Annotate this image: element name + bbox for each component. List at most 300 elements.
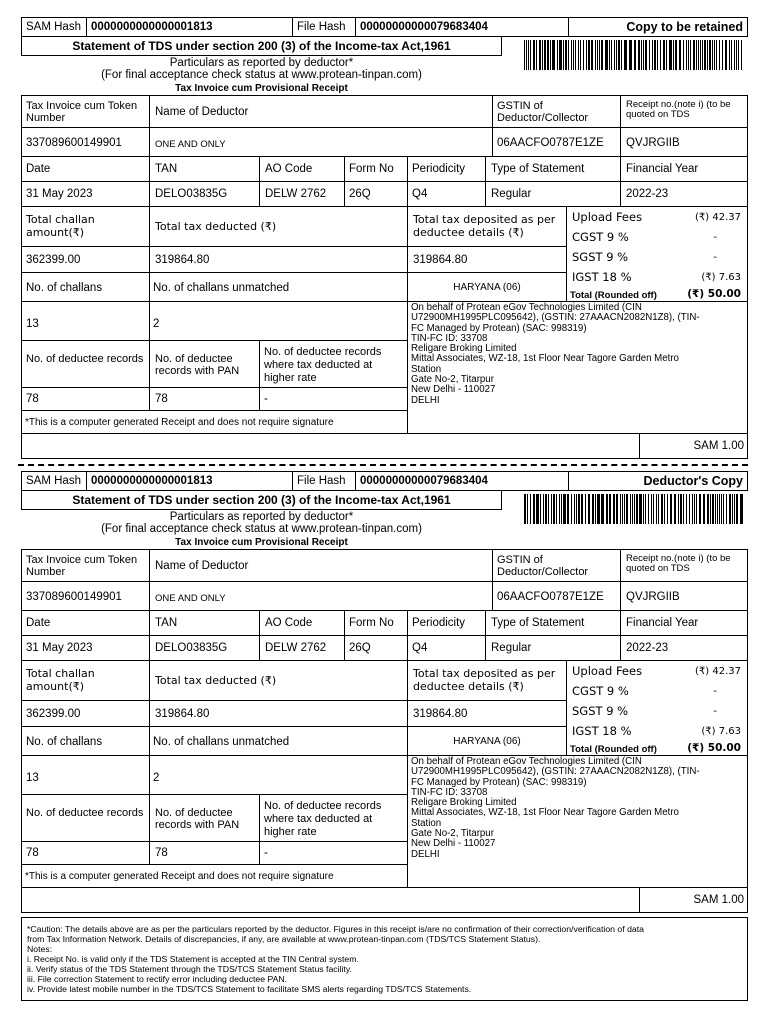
total-tax-label: Total tax deducted (₹) [155,220,277,233]
periodicity-value-cell [407,181,486,207]
deductor-name-value-cell [149,581,493,611]
form-no-label: Form No [349,617,394,629]
barcode-bar [595,494,596,524]
total-challan-label: Total challan amount(₹) [26,667,95,693]
barcode-bar [699,494,701,524]
barcode-bar [714,40,715,70]
file-hash-value-cell [355,471,569,491]
copy-type-cell [568,471,748,491]
token-label-cell [21,95,150,128]
total-fees-value: (₹) 50.00 [687,288,741,300]
barcode-bar [694,494,695,524]
barcode-bar [723,494,724,524]
gstin-value: 06AACFO0787E1ZE [497,591,604,603]
sgst-label: SGST 9 % [572,250,629,264]
financial-year-label: Financial Year [626,163,699,175]
file-hash-label-cell [292,17,356,37]
total-challan-value: 362399.00 [26,254,81,266]
total-tax-label-cell [149,660,408,701]
computer-generated-cell [21,864,408,888]
barcode-bar [657,40,658,70]
barcode-bar [624,494,625,524]
ao-code-label-cell [259,610,345,636]
barcode-bar [559,494,560,524]
barcode-bar [732,494,733,524]
barcode-bar [616,494,618,524]
address-line: DELHI [411,394,440,406]
date-value-cell [21,181,150,207]
ao-code-value-cell [259,635,345,661]
deductee-pan-value: 78 [155,847,168,859]
barcode-bar [679,40,681,70]
deductee-pan-label-cell [149,340,260,388]
barcode-bar [573,40,574,70]
barcode-bar [618,40,620,70]
barcode-bar [527,494,528,524]
barcode-bar [729,40,730,70]
deductee-pan-value: 78 [155,393,168,405]
barcode-bar [565,40,567,70]
computer-generated-note: *This is a computer generated Receipt and does not require signature [25,417,334,428]
barcode-bar [575,40,576,70]
barcode-bar [729,494,731,524]
token-number: 337089600149901 [26,137,122,149]
tan-label-cell [149,156,260,182]
financial-year-value: 2022-23 [626,188,669,200]
deductee-pan-label: No. of deductee records with PAN [155,807,240,831]
cgst-label: CGST 9 % [572,684,629,698]
statement-title: Statement of TDS under section 200 (3) of the Income-tax Act,1961 [72,39,451,53]
higher-rate-label: No. of deductee records where tax deducted at higher rate [264,800,382,838]
receipt-no-value-cell [620,581,748,611]
barcode-bar [540,494,541,524]
barcode-bar [719,40,720,70]
num-challans-value-cell [21,755,150,795]
barcode-bar [553,494,555,524]
particulars-block [21,510,502,549]
caution-text-line-2: from Tax Information Network. Details of discrepancies, if any, are available at www.protean-tinpan.com (TDS/TCS Statement Status). [27,934,541,944]
barcode-bar [588,494,590,524]
barcode-bar [585,494,586,524]
statement-type-label-cell [485,156,621,182]
num-unmatched-label-cell [149,726,408,756]
state-cell [407,726,567,756]
sam-hash-label: SAM Hash [26,475,81,487]
total-challan-value-cell [21,246,150,273]
num-unmatched-value-cell [149,755,408,795]
barcode-bar [663,40,665,70]
copy-type-label: Copy to be retained [626,20,743,34]
num-challans-label: No. of challans [26,282,103,294]
barcode-bar [530,494,531,524]
higher-rate-value: - [264,847,268,859]
form-no-label: Form No [349,163,394,175]
total-challan-value-cell [21,700,150,727]
barcode-bar [686,40,687,70]
barcode-bar [543,494,544,524]
barcode-bar [649,40,650,70]
statement-type-value: Regular [491,188,532,200]
file-hash-value: 00000000000079683404 [360,475,488,487]
total-deposited-value-cell [407,700,567,727]
num-unmatched-value: 2 [153,772,160,784]
sam-version: SAM 1.00 [693,894,744,906]
barcode-bar [606,494,608,524]
address-line: On behalf of Protean eGov Technologies Limited (CIN [411,302,642,313]
address-line: U72900MH1995PLC095642), (GSTIN: 27AAACN2082N1Z8), (TIN- [411,312,700,324]
barcode-bar [643,40,644,70]
barcode-bar [613,494,615,524]
statement-type-value: Regular [491,642,532,654]
ao-code-value: DELW 2762 [265,642,327,654]
sam-hash-value: 0000000000000001813 [91,475,213,487]
note-item: iv. Provide latest mobile number in the TDS/TCS Statement to facilitate SMS alerts regarding TDS/TCS Statements. [27,984,472,994]
deductee-pan-value-cell [149,841,260,865]
barcode-bar [690,40,691,70]
barcode-bar [551,494,552,524]
barcode-bar [597,494,600,524]
deductor-name-value-cell [149,127,493,157]
barcode-bar [736,494,738,524]
receipt-no-label: Receipt no.(note i) (to be quoted on TDS [626,99,731,120]
form-no-value: 26Q [349,642,371,654]
upload-fees-label: Upload Fees [572,664,643,678]
barcode-image [524,40,746,70]
barcode-bar [609,494,611,524]
form-no-label-cell [344,156,408,182]
barcode-bar [556,494,557,524]
barcode-bar [524,40,525,70]
particulars-text: Particulars as reported by deductor* [169,511,354,523]
barcode-bar [667,494,668,524]
deductee-records-label-cell [21,340,150,388]
barcode-bar [731,40,732,70]
cgst-label: CGST 9 % [572,230,629,244]
total-tax-label-cell [149,206,408,247]
barcode-bar [568,40,569,70]
ao-code-label-cell [259,156,345,182]
barcode-bar [645,40,647,70]
barcode-bar [622,494,623,524]
tin-fc-address [411,303,747,406]
barcode-bar [652,40,653,70]
barcode-bar [528,40,529,70]
form-no-value-cell [344,635,408,661]
barcode-bar [588,40,590,70]
barcode-bar [533,494,535,524]
barcode-bar [591,40,593,70]
receipt-no-value: QVJRGIIB [626,137,680,149]
tin-fc-address [411,757,747,860]
address-line: New Delhi - 110027 [411,838,496,850]
financial-year-value-cell [620,635,748,661]
num-unmatched-label: No. of challans unmatched [153,282,290,294]
deductee-pan-value-cell [149,387,260,411]
barcode-bar [707,40,708,70]
date-label: Date [26,617,51,629]
barcode-bar [645,494,646,524]
igst-value: (₹) 7.63 [701,272,741,283]
total-fees-label: Total (Rounded off) [570,290,657,301]
total-deposited-value: 319864.80 [413,708,468,720]
cgst-value: - [713,232,717,243]
gstin-value-cell [492,127,621,157]
barcode-bar [563,494,566,524]
barcode-bar [580,40,581,70]
barcode-bar [597,40,598,70]
periodicity-value: Q4 [412,642,428,654]
barcode-bar [712,494,714,524]
periodicity-label-cell [407,610,486,636]
upload-fees-value: (₹) 42.37 [695,212,741,223]
financial-year-label: Financial Year [626,617,699,629]
file-hash-label: File Hash [297,21,346,33]
barcode-bar [693,40,695,70]
form-no-value-cell [344,181,408,207]
barcode-bar [557,40,558,70]
barcode-bar [654,40,656,70]
sgst-value: - [713,252,717,263]
file-hash-label-cell [292,471,356,491]
total-fees-value: (₹) 50.00 [687,742,741,754]
total-deposited-label: Total tax deposited as per deductee details (₹) [413,667,556,693]
barcode-bar [669,40,672,70]
barcode-bar [601,494,604,524]
tan-label: TAN [155,163,178,175]
copy-type-cell [568,17,748,37]
token-label: Tax Invoice cum Token Number [26,554,138,578]
total-deposited-label-cell [407,206,567,247]
computer-generated-cell [21,410,408,434]
notes-section [21,917,748,1001]
note-item: ii. Verify status of the TDS Statement through the TDS/TCS Statement Status facility. [27,964,352,974]
barcode-bar [719,494,720,524]
barcode-bar [632,494,633,524]
barcode-bar [561,494,562,524]
upload-fees-label: Upload Fees [572,210,643,224]
barcode-bar [526,40,527,70]
token-number: 337089600149901 [26,591,122,603]
sgst-label: SGST 9 % [572,704,629,718]
barcode-bar [736,40,737,70]
barcode-bar [726,494,727,524]
form-no-value: 26Q [349,188,371,200]
barcode-bar [524,494,526,524]
barcode-bar [638,40,640,70]
deductee-records-value-cell [21,841,150,865]
ao-code-value-cell [259,181,345,207]
barcode-bar [643,494,644,524]
barcode-bar [702,40,703,70]
total-fees-label: Total (Rounded off) [570,744,657,755]
barcode-bar [741,40,742,70]
total-deposited-value-cell [407,246,567,273]
total-deposited-label: Total tax deposited as per deductee details (₹) [413,213,556,239]
tan-value-cell [149,635,260,661]
total-tax-value-cell [149,700,408,727]
barcode-bar [664,494,665,524]
total-deposited-label-cell [407,660,567,701]
sam-hash-value-cell [86,471,293,491]
fees-box [566,206,748,302]
barcode-bar [651,494,652,524]
barcode-bar [624,40,627,70]
barcode-bar [611,40,612,70]
address-line: Station [411,363,442,375]
sam-version-cell [639,433,748,459]
barcode-bar [683,40,684,70]
barcode-bar [673,40,674,70]
form-no-label-cell [344,610,408,636]
barcode-bar [656,494,657,524]
higher-rate-label: No. of deductee records where tax deducted at higher rate [264,346,382,384]
sam-version-cell [639,887,748,913]
barcode-bar [533,40,535,70]
barcode-bar [620,494,621,524]
num-challans-label-cell [21,272,150,302]
state-cell [407,272,567,302]
barcode-bar [544,40,546,70]
gstin-label-cell [492,549,621,582]
barcode-bar [703,494,705,524]
barcode-bar [609,40,610,70]
barcode-bar [548,494,549,524]
address-line: FC Managed by Protean) (SAC: 998319) [411,322,587,334]
barcode-bar [614,40,615,70]
barcode-bar [707,494,709,524]
gstin-value-cell [492,581,621,611]
receipt-no-label-cell [620,549,748,582]
barcode-bar [586,40,587,70]
total-challan-label-cell [21,206,150,247]
barcode-bar [675,40,677,70]
sgst-value: - [713,706,717,717]
tan-value: DELO03835G [155,188,228,200]
address-line: Gate No-2, Titarpur [411,828,494,840]
barcode-bar [595,40,596,70]
file-hash-label: File Hash [297,475,346,487]
statement-type-value-cell [485,635,621,661]
address-cell [407,755,748,888]
statement-type-label: Type of Statement [491,163,585,175]
barcode-bar [670,494,672,524]
barcode-bar [709,40,711,70]
address-line: TIN-FC ID: 33708 [411,332,488,344]
barcode-bar [658,494,659,524]
total-tax-value: 319864.80 [155,254,210,266]
deductee-records-label-cell [21,794,150,842]
blank-footer-cell [21,887,640,913]
higher-rate-label-cell [259,794,408,842]
barcode-bar [715,494,716,524]
barcode-bar [571,494,572,524]
copy-type-label: Deductor's Copy [643,474,743,488]
barcode-bar [578,494,580,524]
token-label-cell [21,549,150,582]
barcode-bar [550,40,551,70]
particulars-block [21,56,502,95]
barcode-bar [559,40,562,70]
address-line: Religare Broking Limited [411,797,517,809]
deductee-records-value: 78 [26,847,39,859]
higher-rate-value-cell [259,841,408,865]
address-line: TIN-FC ID: 33708 [411,786,488,798]
total-tax-value-cell [149,246,408,273]
sam-hash-value: 0000000000000001813 [91,21,213,33]
barcode-bar [536,494,539,524]
barcode-bar [601,40,603,70]
barcode-bar [621,40,622,70]
barcode-bar [567,494,569,524]
barcode-bar [542,40,543,70]
file-hash-value: 00000000000079683404 [360,21,488,33]
barcode-bar [683,494,684,524]
address-line: Mittal Associates, WZ-18, 1st Floor Near Tagore Garden Metro [411,353,679,365]
deductor-name-label-cell [149,549,493,582]
final-acceptance-text: (For final acceptance check status at www.protean-tinpan.com) [101,523,422,535]
barcode-bar [653,494,654,524]
igst-value: (₹) 7.63 [701,726,741,737]
barcode-bar [629,40,632,70]
periodicity-label-cell [407,156,486,182]
sam-version: SAM 1.00 [693,440,744,452]
deductor-name-label-cell [149,95,493,128]
barcode-bar [700,40,701,70]
date-value: 31 May 2023 [26,188,93,200]
address-line: DELHI [411,848,440,860]
total-challan-label-cell [21,660,150,701]
token-value-cell [21,581,150,611]
deductor-copy [21,471,748,925]
fees-box [566,660,748,756]
statement-type-value-cell [485,181,621,207]
financial-year-label-cell [620,156,748,182]
barcode-bar [698,40,699,70]
barcode-bar [581,494,583,524]
barcode-bar [626,494,628,524]
barcode-bar [552,40,555,70]
barcode-bar [686,494,687,524]
barcode-bar [712,40,713,70]
barcode-bar [648,494,649,524]
tan-label-cell [149,610,260,636]
barcode-bar [734,494,735,524]
date-value-cell [21,635,150,661]
periodicity-value-cell [407,635,486,661]
barcode-bar [630,494,631,524]
num-unmatched-label-cell [149,272,408,302]
computer-generated-note: *This is a computer generated Receipt and does not require signature [25,871,334,882]
barcode-bar [599,40,600,70]
barcode-bar [674,494,676,524]
caution-text-line-1: *Caution: The details above are as per the particulars reported by the deductor. Figures in this receipt is/are no confirmation of their correction/verification of data [27,924,644,934]
deductee-pan-label-cell [149,794,260,842]
barcode-bar [536,40,537,70]
barcode-bar [734,40,735,70]
barcode-image [524,494,746,524]
address-line: Religare Broking Limited [411,343,517,355]
barcode-bar [583,40,584,70]
statement-type-label-cell [485,610,621,636]
statement-title-cell [21,36,502,56]
barcode-bar [539,40,541,70]
num-challans-value-cell [21,301,150,341]
ao-code-value: DELW 2762 [265,188,327,200]
barcode-bar [616,40,617,70]
barcode-bar [689,494,690,524]
barcode-bar [578,40,579,70]
igst-label: IGST 18 % [572,724,632,738]
